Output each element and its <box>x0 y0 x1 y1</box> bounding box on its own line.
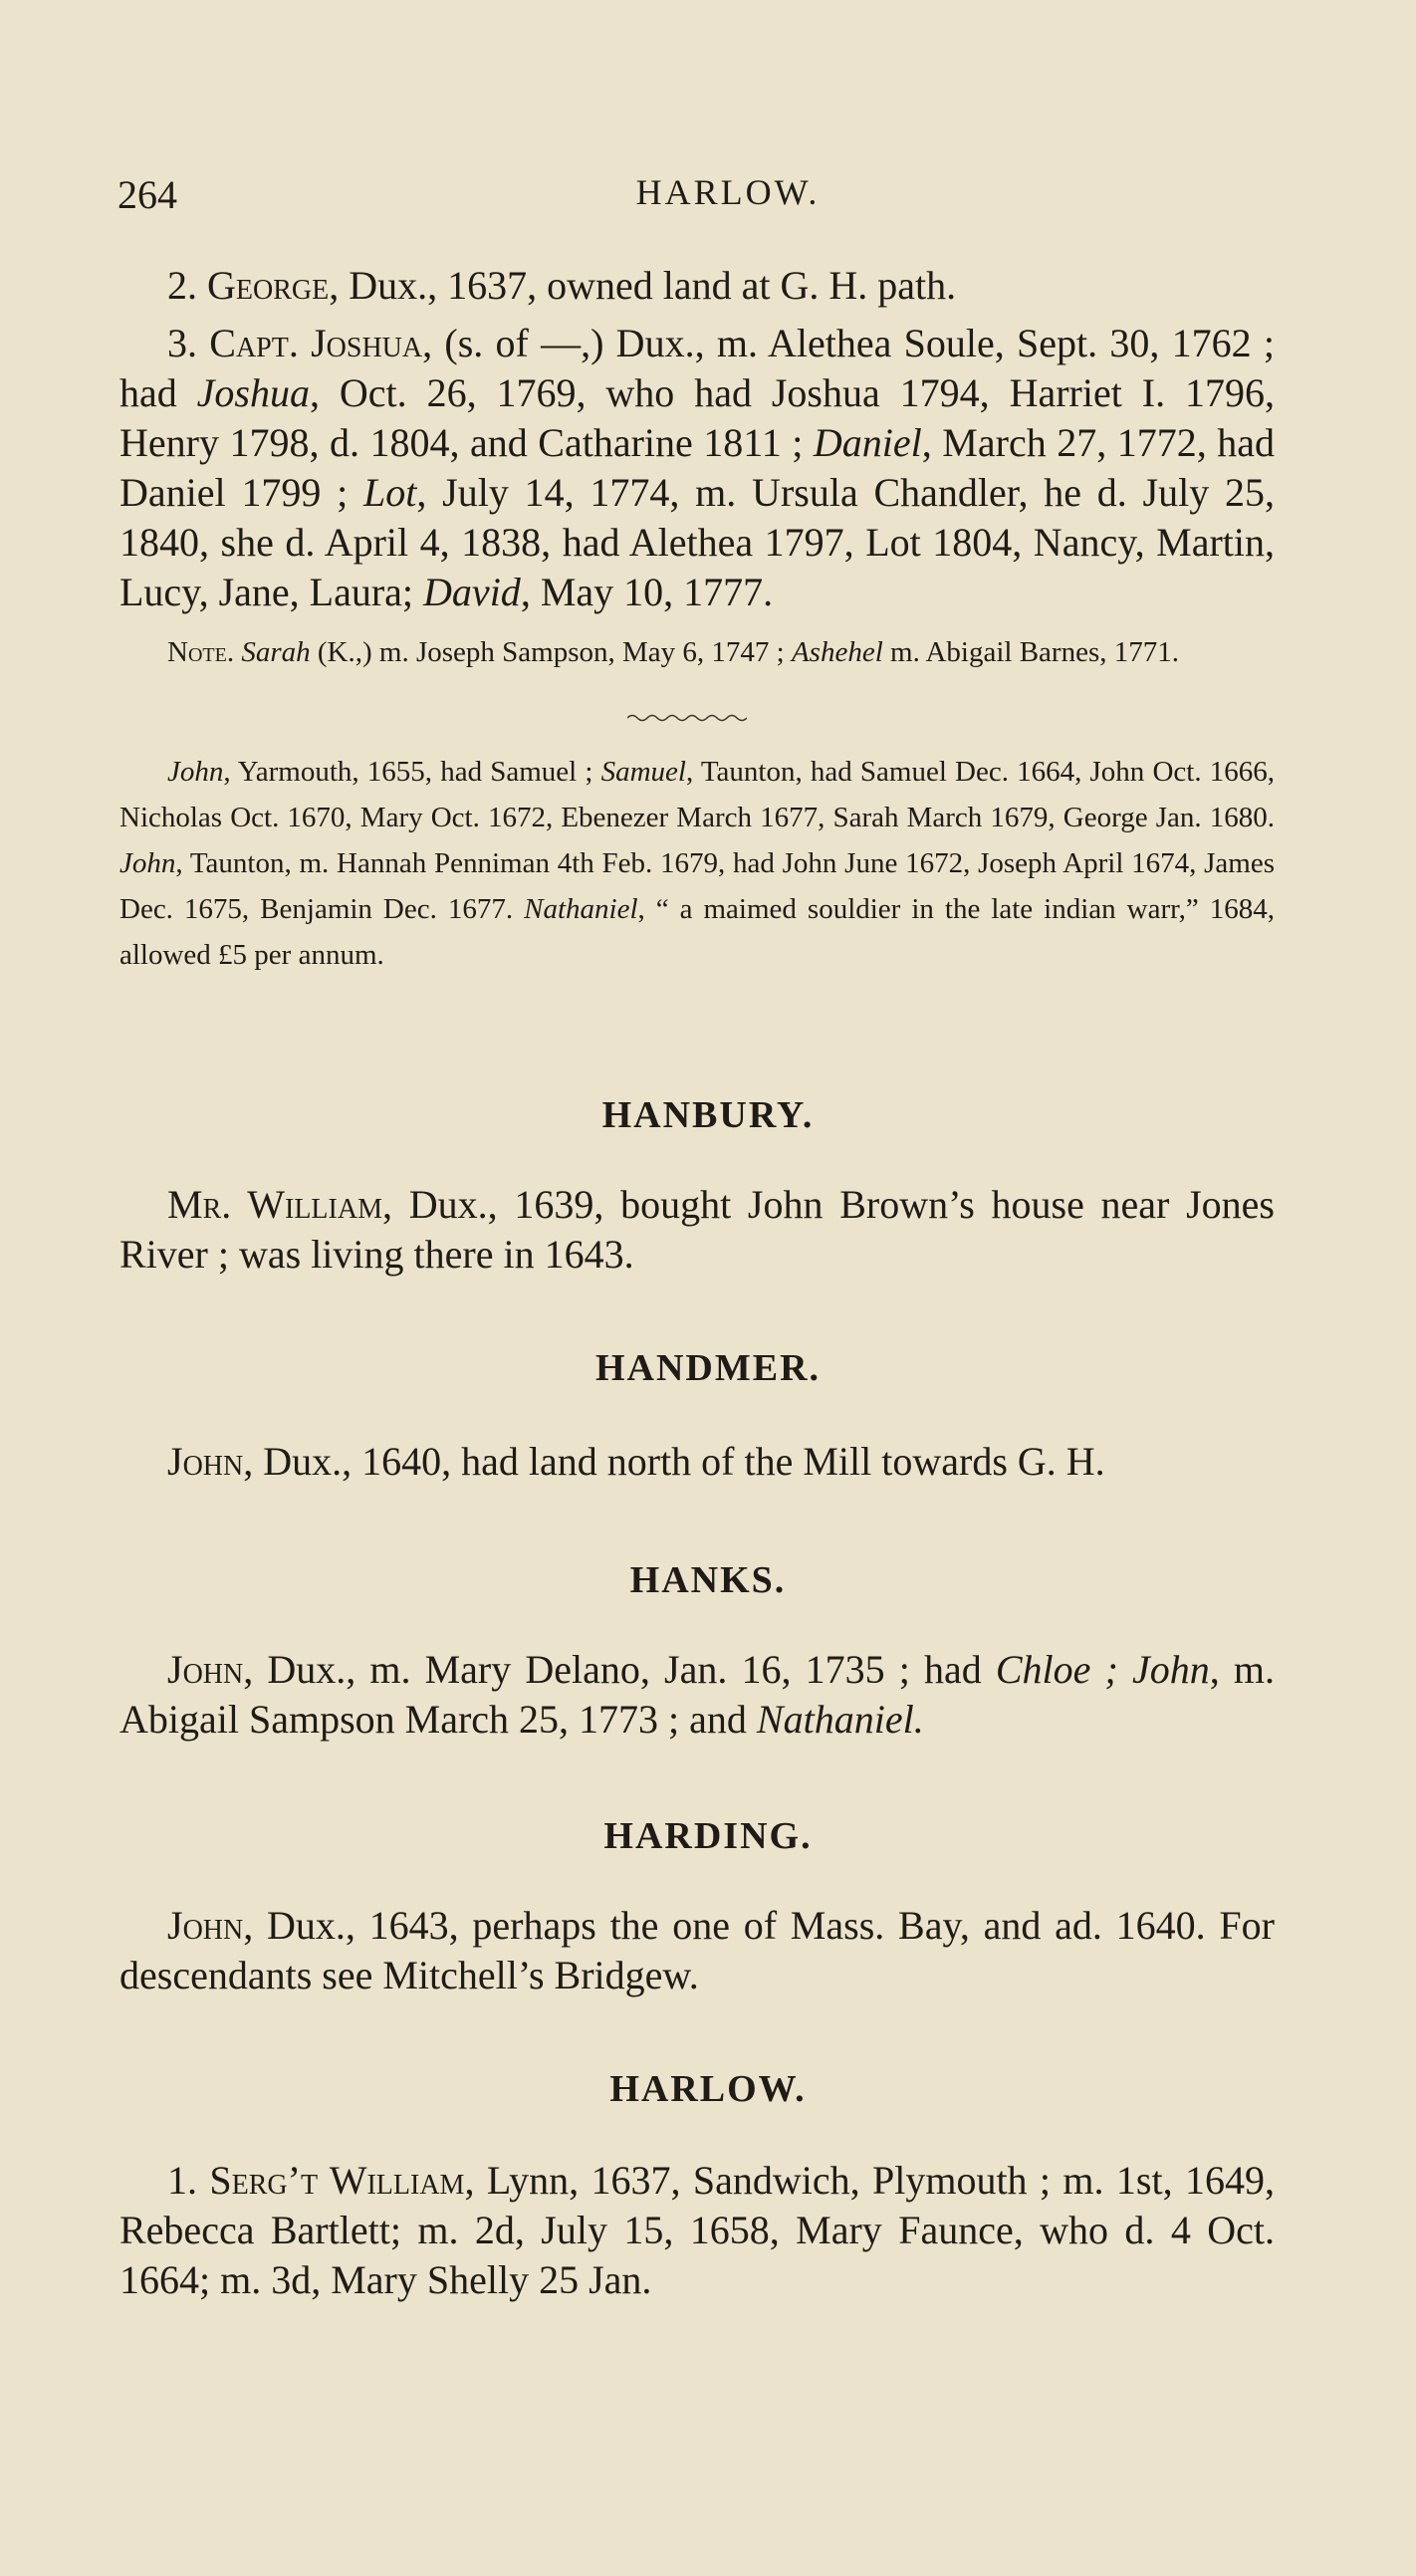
note-label: Note. <box>167 636 235 668</box>
entry-text: , Dux., 1639, bought John Brown’s house near Jones River ; was living there in 1643. <box>119 1182 1275 1277</box>
page-number: 264 <box>118 172 177 217</box>
note-name: Ashehel <box>791 636 883 668</box>
note-paragraph <box>119 629 1275 675</box>
entry-name: John <box>167 1903 244 1948</box>
child-name: Joshua <box>196 370 310 415</box>
child-name: Chloe ; <box>995 1647 1118 1692</box>
paragraph-text: , Taunton, had Samuel Dec. 1664, John Oct. 1666, Nicholas Oct. 1670, Mary Oct. 1672, Ebenezer March 1677, Sarah March 1679, George Jan. 1680. <box>119 756 1275 833</box>
entry-text: , July 14, 1774, m. Ursula Chandler, he d. July 25, 1840, she d. April 4, 1838, had Alethea 1797, Lot 1804, Nancy, Martin, Lucy, Jane, Laura; <box>119 470 1275 614</box>
entry-harlow-william <box>119 2156 1275 2305</box>
paragraph-text: , “ a maimed souldier in the late indian warr,” 1684, allowed £5 per annum. <box>119 893 1275 971</box>
entry-text: , Lynn, 1637, Sandwich, Plymouth ; m. 1st, 1649, Rebecca Bartlett; m. 2d, July 15, 1658, Mary Faunce, who d. 4 Oct. 1664; m. 3d, Mary Shelly 25 Jan. <box>119 2158 1275 2302</box>
entry-text: , March 27, 1772, had Daniel 1799 ; <box>119 420 1275 515</box>
entry-text: , Dux., m. Mary Delano, Jan. 16, 1735 ; had <box>243 1647 996 1692</box>
entry-name: Mr. William <box>167 1182 382 1227</box>
heading-hanbury: HANBURY. <box>601 1094 815 1136</box>
wavy-divider <box>627 712 747 724</box>
entry-number: 3. <box>167 321 197 365</box>
entry-george <box>119 261 1275 311</box>
heading-harding: HARDING. <box>603 1815 813 1857</box>
heading-handmer: HANDMER. <box>594 1347 822 1389</box>
entry-text: , May 10, 1777. <box>520 570 774 614</box>
paragraph-text: , Taunton, m. Hannah Penniman 4th Feb. 1679, had John June 1672, Joseph April 1674, James Dec. 1675, Benjamin Dec. 1677. <box>119 847 1275 925</box>
note-name: Sarah <box>241 636 311 668</box>
person-name: Samuel <box>600 756 686 788</box>
entry-hanbury <box>119 1180 1275 1280</box>
john-yarmouth-paragraph <box>119 749 1275 978</box>
entry-name: George <box>207 263 330 308</box>
entry-text <box>1118 1647 1132 1692</box>
entry-text: , m. Abigail Sampson March 25, 1773 ; and <box>119 1647 1276 1742</box>
child-name: Daniel <box>813 420 922 465</box>
running-title: HARLOW. <box>635 172 821 212</box>
entry-name: John <box>167 1647 244 1692</box>
person-name: John <box>119 847 176 879</box>
paragraph-text: , Yarmouth, 1655, had Samuel ; <box>223 756 601 788</box>
entry-handmer <box>119 1437 1275 1487</box>
note-text: (K.,) m. Joseph Sampson, May 6, 1747 ; <box>310 636 792 668</box>
entry-name: Capt. Joshua <box>209 321 423 365</box>
child-name: Lot <box>363 470 417 515</box>
entry-text: , (s. of —,) Dux., m. Alethea Soule, Sept. 30, 1762 ; had <box>119 321 1275 415</box>
entry-text: , Oct. 26, 1769, who had Joshua 1794, Harriet I. 1796, Henry 1798, d. 1804, and Catharine 1811 ; <box>119 370 1275 465</box>
entry-number: 2. <box>167 263 197 308</box>
entry-harding <box>119 1901 1275 2000</box>
person-name: Nathaniel <box>524 893 638 925</box>
child-name: Nathaniel. <box>756 1697 924 1742</box>
heading-harlow: HARLOW. <box>609 2068 807 2110</box>
entry-text: , Dux., 1637, owned land at G. H. path. <box>329 263 957 308</box>
heading-hanks: HANKS. <box>629 1559 787 1601</box>
child-name: John <box>1132 1647 1210 1692</box>
entry-name: John <box>167 1439 244 1484</box>
note-text: m. Abigail Barnes, 1771. <box>882 636 1179 668</box>
person-name: John <box>167 756 224 788</box>
entry-name: Serg’t William <box>209 2158 465 2203</box>
entry-text: , Dux., 1640, had land north of the Mill towards G. H. <box>243 1439 1105 1484</box>
entry-text: , Dux., 1643, perhaps the one of Mass. Bay, and ad. 1640. For descendants see Mitchell’s Bridgew. <box>119 1903 1275 1997</box>
child-name: David <box>423 570 521 614</box>
entry-number: 1. <box>167 2158 197 2203</box>
running-header <box>118 171 1298 221</box>
entry-hanks <box>119 1645 1275 1745</box>
entry-joshua <box>119 319 1275 617</box>
